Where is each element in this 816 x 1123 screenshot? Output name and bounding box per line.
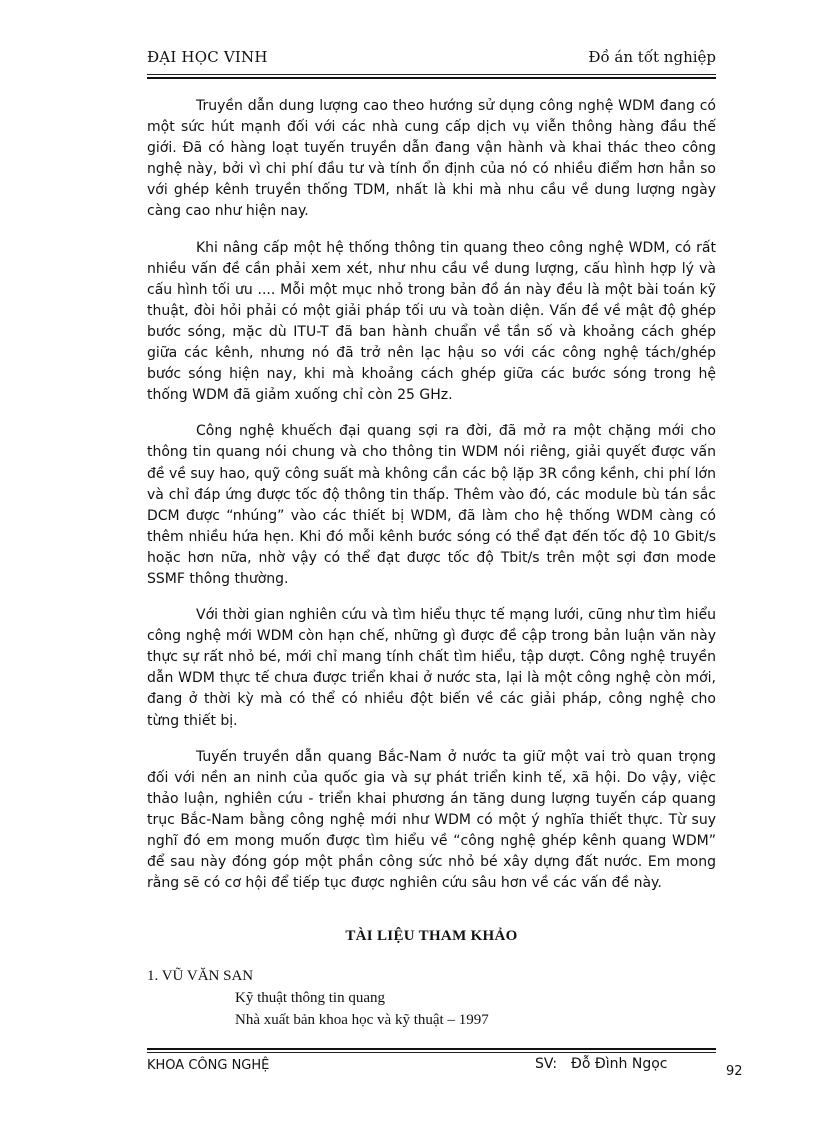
header-document-type: Đồ án tốt nghiệp: [588, 48, 716, 66]
footer-divider-thin: [147, 1052, 716, 1053]
page-header: [147, 48, 716, 75]
footer-student-name: Đỗ Đình Ngọc: [571, 1056, 668, 1072]
reference-publisher: Nhà xuất bản khoa học và kỹ thuật – 1997: [235, 1012, 489, 1028]
reference-author: 1. VŨ VĂN SAN: [147, 968, 254, 984]
references-list: [147, 965, 716, 1031]
paragraph: Tuyến truyền dẫn quang Bắc-Nam ở nước ta giữ một vai trò quan trọng đối với nền an ninh của quốc gia và sự phát triển kinh tế, xã hội. Do vậy, việc thảo luận, nghiên cứu - triển khai phương án tăng dung lượng tuyến cáp quang trục Bắc-Nam bằng công nghệ mới như WDM có một ý nghĩa thiết thực. Từ suy nghĩ đó em mong muốn được tìm hiểu về “công nghệ ghép kênh quang WDM” để sau này đóng góp một phần công sức nhỏ bé xây dựng đất nước. Em mong rằng sẽ có cơ hội để tiếp tục được nghiên cứu sâu hơn về các vấn đề này.: [147, 748, 716, 892]
footer-faculty: KHOA CÔNG NGHỆ: [147, 1058, 270, 1073]
page-number: 92: [726, 1064, 743, 1079]
footer-student: [535, 1056, 667, 1072]
header-university: ĐẠI HỌC VINH: [147, 48, 268, 66]
header-divider: [147, 77, 716, 79]
body-text: [147, 96, 716, 909]
references-title: TÀI LIỆU THAM KHẢO: [345, 928, 518, 944]
footer-divider: [147, 1048, 716, 1050]
footer-sv-label: SV:: [535, 1056, 558, 1072]
paragraph: Khi nâng cấp một hệ thống thông tin quang theo công nghệ WDM, có rất nhiều vấn đề cần phải xem xét, như nhu cầu về dung lượng, cấu hình hợp lý và cấu hình tối ưu .... Mỗi một mục nhỏ trong bản đồ án này đều là một bài toán kỹ thuật, đòi hỏi phải có một giải pháp tối ưu và toàn diện. Vấn đề về mật độ ghép bước sóng, mặc dù ITU-T đã ban hành chuẩn về tần số và khoảng cách ghép giữa các kênh, nhưng nó đã trở nên lạc hậu so với các công nghệ tách/ghép bước sóng hiện nay, khi mà khoảng cách ghép giữa các bước sóng trong hệ thống WDM đã giảm xuống chỉ còn 25 GHz.: [147, 239, 716, 404]
reference-title: Kỹ thuật thông tin quang: [235, 990, 385, 1006]
paragraph: Truyền dẫn dung lượng cao theo hướng sử dụng công nghệ WDM đang có một sức hút mạnh đối với các nhà cung cấp dịch vụ viễn thông hàng đầu thế giới. Đã có hàng loạt tuyến truyền dẫn đang vận hành và khai thác theo công nghệ này, bởi vì chi phí đầu tư và tính ổn định của nó có nhiều điểm hơn hẳn so với ghép kênh truyền thống TDM, nhất là khi mà nhu cầu về dung lượng ngày càng cao như hiện nay.: [147, 98, 716, 220]
paragraph: Với thời gian nghiên cứu và tìm hiểu thực tế mạng lưới, cũng như tìm hiểu công nghệ mới WDM còn hạn chế, những gì được đề cập trong bản luận văn này thực sự rất nhỏ bé, mới chỉ mang tính chất tìm hiểu, tập dượt. Công nghệ truyền dẫn WDM thực tế chưa được triển khai ở nước sta, lại là một công nghệ còn mới, đang ở thời kỳ mà có thể có nhiều đột biến về các giải pháp, công nghệ cho từng thiết bị.: [147, 607, 716, 729]
paragraph: Công nghệ khuếch đại quang sợi ra đời, đã mở ra một chặng mới cho thông tin quang nói chung và cho thông tin WDM nói riêng, giải quyết được vấn đề về suy hao, quỹ công suất mà không cần các bộ lặp 3R cồng kềnh, chi phí lớn và chỉ đáp ứng được tốc độ thông tin thấp. Thêm vào đó, các module bù tán sắc DCM được “nhúng” vào các thiết bị WDM, đã làm cho hệ thống WDM càng có thêm nhiều hứa hẹn. Khi đó mỗi kênh bước sóng có thể đạt đến tốc độ 10 Gbit/s hoặc hơn nữa, nhờ vậy có thể đạt được tốc độ Tbit/s trên một sợi đơn mode SSMF thông thường.: [147, 423, 716, 587]
